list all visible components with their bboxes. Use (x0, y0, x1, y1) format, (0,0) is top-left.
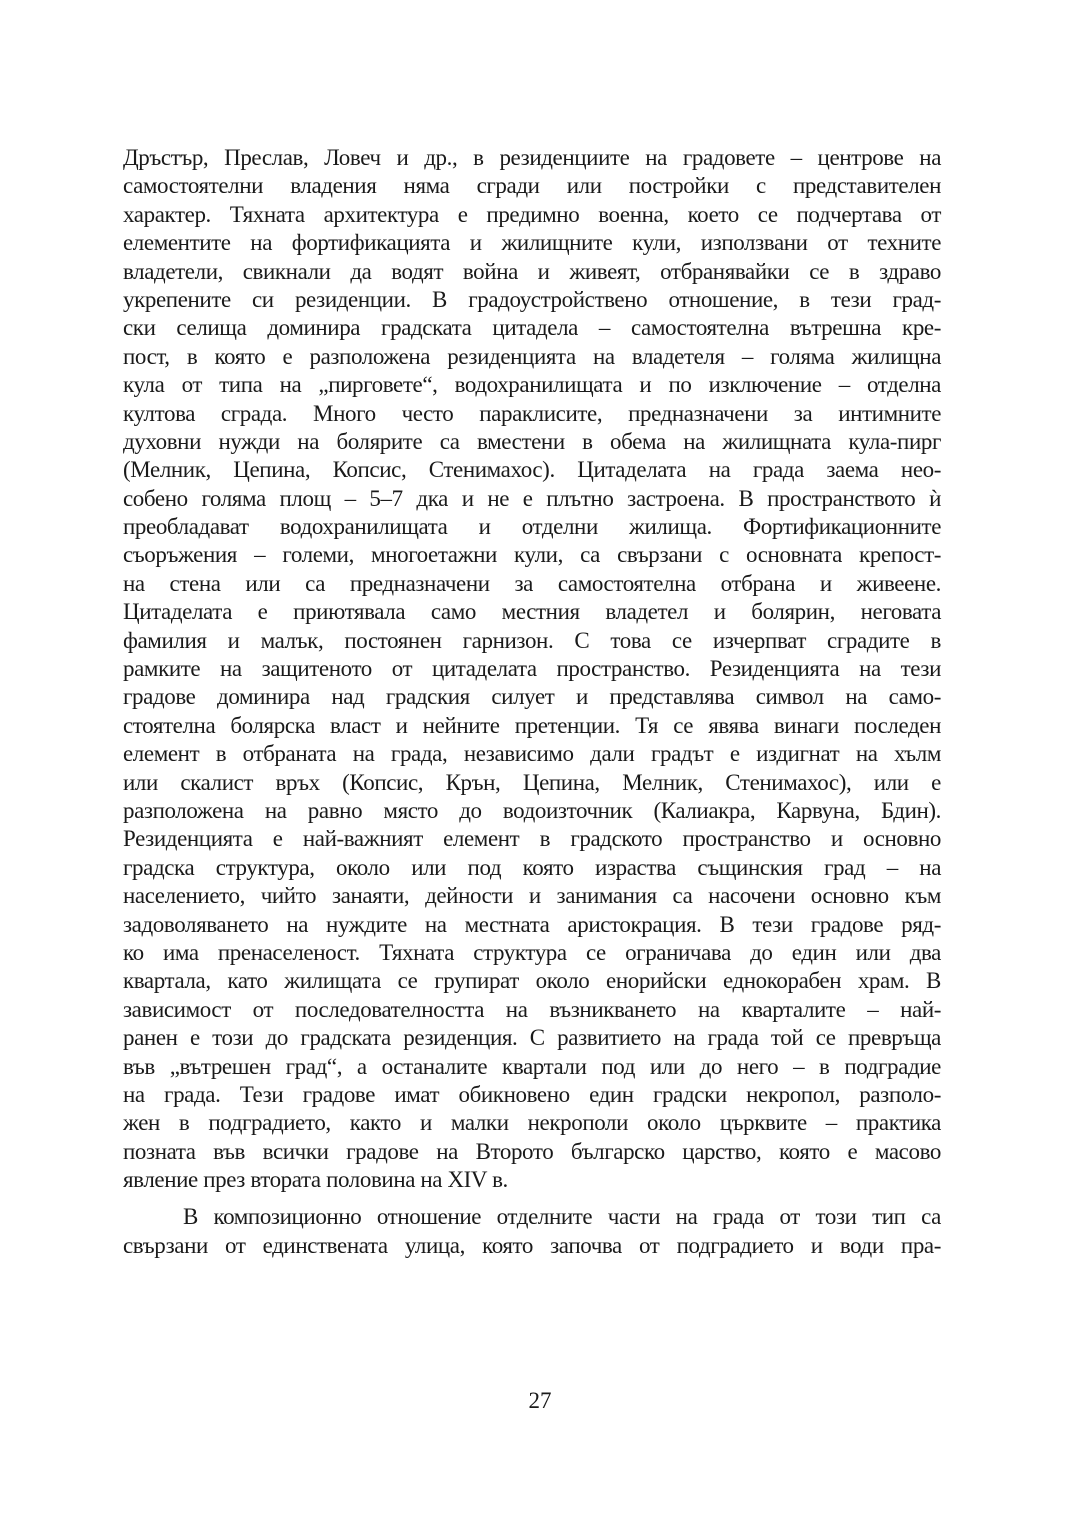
text-line: елемент в отбраната на града, независимо дали градът е издигнат на хълм (123, 741, 941, 767)
text-line: фамилия и малък, постоянен гарнизон. С това се изчерпват сградите в (123, 627, 941, 653)
text-line: стоятелна болярска власт и нейните претенции. Тя се явява винаги последен (123, 712, 941, 738)
text-line: духовни нужди на болярите са вместени в обема на жилищната кула-пирг (123, 428, 941, 454)
text-line: свързани от единствената улица, която започва от подградието и води пра- (123, 1232, 941, 1258)
text-line: характер. Тяхната архитектура е предимно военна, което се подчертава от (123, 201, 941, 227)
text-line: В композиционно отношение отделните части на града от този тип са (183, 1204, 941, 1230)
page-number: 27 (528, 1388, 552, 1413)
text-line: (Мелник, Цепина, Копсис, Стенимахос). Цитаделата на града заема нео- (123, 457, 941, 483)
text-line: квартала, като жилищата се групират около енорийски еднокорабен храм. В (123, 968, 941, 994)
text-line: жен в подградието, както и малки некрополи около църквите – практика (123, 1110, 941, 1136)
text-line: укрепените си резиденции. В градоустройствено отношение, в тези град- (123, 286, 941, 312)
text-line: култова сграда. Много често параклисите, предназначени за интимните (123, 400, 941, 426)
text-line: на града. Тези градове имат обикновено един градски некропол, разполо- (123, 1081, 941, 1107)
text-line: населението, чийто занаяти, дейности и занимания са насочени основно към (123, 883, 941, 909)
text-line: владетели, свикнали да водят война и живеят, отбранявайки се в здраво (123, 258, 941, 284)
paragraph-gap (123, 1194, 941, 1203)
text-line: Цитаделата е приютявала само местния владетел и болярин, неговата (123, 599, 941, 625)
text-line: Резиденцията е най-важният елемент в градското пространство и основно (123, 826, 941, 852)
text-line: самостоятелни владения няма сгради или постройки с представителен (123, 173, 941, 199)
text-line: пост, в която е разположена резиденцията на владетеля – голяма жилищна (123, 343, 941, 369)
text-line: ранен е този до градската резиденция. С развитието на града той се превръща (123, 1025, 941, 1051)
text-line: разположена на равно място до водоизточник (Калиакра, Карвуна, Бдин). (123, 797, 941, 823)
text-line: съоръжения – големи, многоетажни кули, са свързани с основната крепост- (123, 542, 941, 568)
text-line: или скалист връх (Копсис, Крън, Цепина, Мелник, Стенимахос), или е (123, 769, 941, 795)
text-line: градска структура, около или под която израства същинския град – на (123, 854, 941, 880)
paragraph-2 (123, 1203, 941, 1260)
text-line: кула от типа на „пирговете“, водохранилищата и по изключение – отделна (123, 372, 941, 398)
text-line: ко има пренаселеност. Тяхната структура се ограничава до един или два (123, 939, 941, 965)
text-line: зависимост от последователността на възникването на кварталите – най- (123, 996, 941, 1022)
text-line: явление през втората половина на XIV в. (123, 1167, 508, 1193)
text-line: Дръстър, Преслав, Ловеч и др., в резиденциите на градовете – центрове на (123, 145, 941, 170)
paragraph-1 (123, 144, 941, 1194)
text-line: рамките на защитеното от цитаделата пространство. Резиденцията на тези (123, 656, 941, 682)
text-line: собено голяма площ – 5–7 дка и не е плътно застроена. В пространството ѝ (123, 485, 941, 511)
text-line: преобладават водохранилищата и отделни жилища. Фортификационните (123, 514, 941, 540)
text-line: във „вътрешен град“, а останалите квартали под или до него – в подградие (123, 1053, 941, 1079)
text-line: елементите на фортификацията и жилищните кули, използвани от техните (123, 230, 941, 256)
text-line: на стена или са предназначени за самостоятелна отбрана и живеене. (123, 570, 941, 596)
text-line: задоволяването на нуждите на местната аристокрация. В тези градове ряд- (123, 911, 941, 937)
text-line: градове доминира над градския силует и представлява символ на само- (123, 684, 941, 710)
text-line: позната във всички градове на Второто българско царство, която е масово (123, 1138, 941, 1164)
text-line: ски селища доминира градската цитадела – самостоятелна вътрешна кре- (123, 315, 941, 341)
body-text (123, 144, 941, 1260)
